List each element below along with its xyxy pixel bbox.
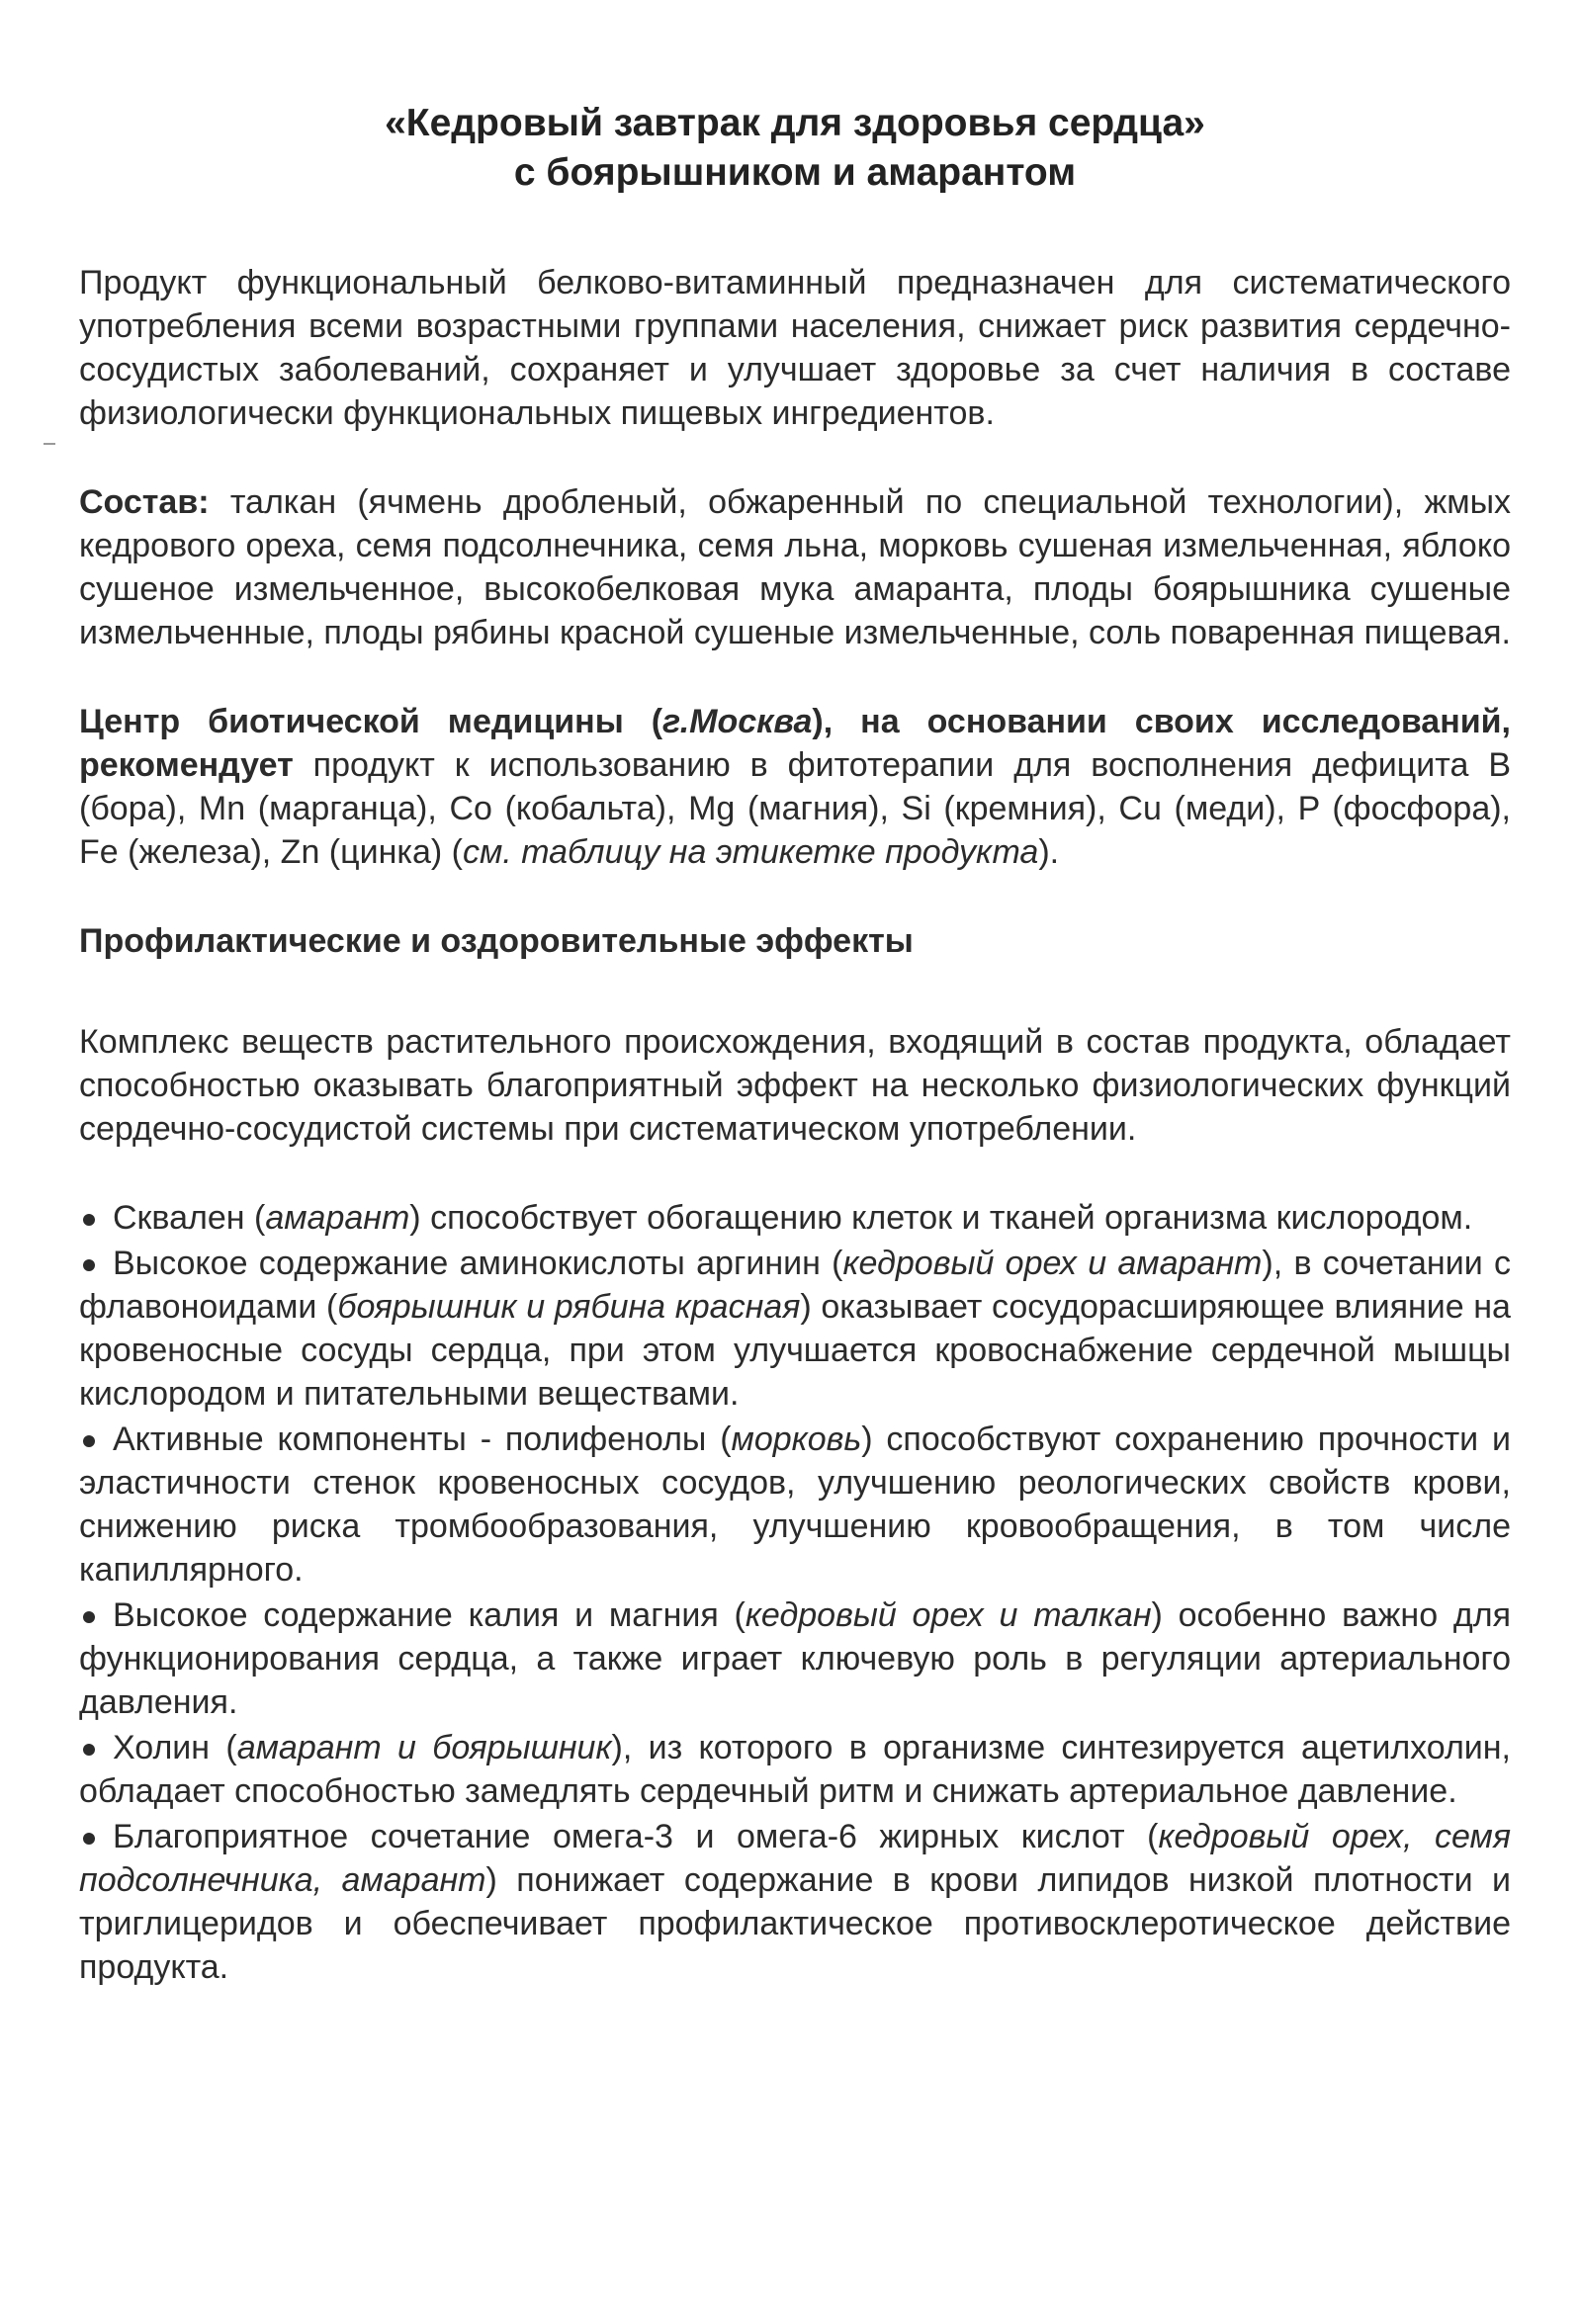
- center-paragraph: [79, 700, 1511, 874]
- center-city: г.Москва: [662, 703, 813, 740]
- document-title: [79, 99, 1511, 198]
- center-bold-2: ), на основании своих исследований, рекомендует: [79, 703, 1512, 784]
- bullet-icon: [83, 1611, 95, 1623]
- bullet-icon: [83, 1744, 95, 1756]
- bullet-icon: [83, 1833, 95, 1845]
- title-line-1: «Кедровый завтрак для здоровья сердца»: [385, 102, 1205, 144]
- center-italic: см. таблицу на этикетке продукта: [463, 833, 1039, 871]
- composition-label: Состав:: [79, 483, 210, 521]
- list-item: Высокое содержание калия и магния (кедровый орех и талкан) особенно важно для функционирования сердца, а также играет ключевую роль в регуляции артериального давления.: [79, 1596, 1511, 1721]
- scan-mark: [44, 443, 55, 445]
- intro-paragraph: Продукт функциональный белково-витаминный предназначен для систематического употребления всеми возрастными группами населения, снижает риск развития сердечно-сосудистых заболеваний, сохраняет и улучшает здоровье за счет наличия в составе физиологически функциональных пищевых ингредиентов.: [79, 264, 1511, 432]
- center-bold-1: Центр биотической медицины (: [79, 703, 663, 740]
- title-line-2: с боярышником и амарантом: [513, 151, 1077, 194]
- bullet-icon: [83, 1435, 95, 1447]
- effects-list: [79, 1196, 1511, 1989]
- bullet-icon: [83, 1259, 95, 1271]
- center-end: ).: [1038, 833, 1060, 871]
- section-heading: Профилактические и оздоровительные эффекты: [79, 922, 914, 960]
- list-item: Высокое содержание аминокислоты аргинин (кедровый орех и амарант), в сочетании с флавоноидами (боярышник и рябина красная) оказывает сосудорасширяющее влияние на кровеносные сосуды сердца, при этом улучшается кровоснабжение сердечной мышцы кислородом и питательными веществами.: [79, 1245, 1511, 1413]
- list-item: Благоприятное сочетание омега-3 и омега-6 жирных кислот (кедровый орех, семя подсолнечника, амарант) понижает содержание в крови липидов низкой плотности и триглицеридов и обеспечивает профилактическое противосклеротическое действие продукта.: [79, 1818, 1512, 1986]
- bullet-icon: [83, 1214, 95, 1226]
- effects-intro: Комплекс веществ растительного происхождения, входящий в состав продукта, обладает способностью оказывать благоприятный эффект на несколько физиологических функций сердечно-сосудистой системы при систематическом употреблении.: [79, 1023, 1511, 1148]
- list-item: Активные компоненты - полифенолы (морковь) способствуют сохранению прочности и эластичности стенок кровеносных сосудов, улучшению реологических свойств крови, снижению риска тромбообразования, улучшению кровообращения, в том числе капиллярного.: [79, 1420, 1511, 1589]
- composition-paragraph: [79, 480, 1511, 654]
- document-page: [79, 99, 1511, 1991]
- list-item: Сквален (амарант) способствует обогащению клеток и тканей организма кислородом.: [79, 1196, 1511, 1240]
- center-text: продукт к использованию в фитотерапии для восполнения дефицита B (бора), Mn (марганца), Co (кобальта), Mg (магния), Si (кремния), Cu (меди), P (фосфора), Fe (железа), Zn (цинка) (: [79, 746, 1511, 871]
- composition-text: талкан (ячмень дробленый, обжаренный по специальной технологии), жмых кедрового ореха, семя подсолнечника, семя льна, морковь сушеная измельченная, яблоко сушеное измельченное, высокобелковая мука амаранта, плоды боярышника сушеные измельченные, плоды рябины красной сушеные измельченные, соль поваренная пищевая.: [79, 483, 1511, 651]
- list-item: Холин (амарант и боярышник), из которого в организме синтезируется ацетилхолин, обладает способностью замедлять сердечный ритм и снижать артериальное давление.: [79, 1729, 1511, 1810]
